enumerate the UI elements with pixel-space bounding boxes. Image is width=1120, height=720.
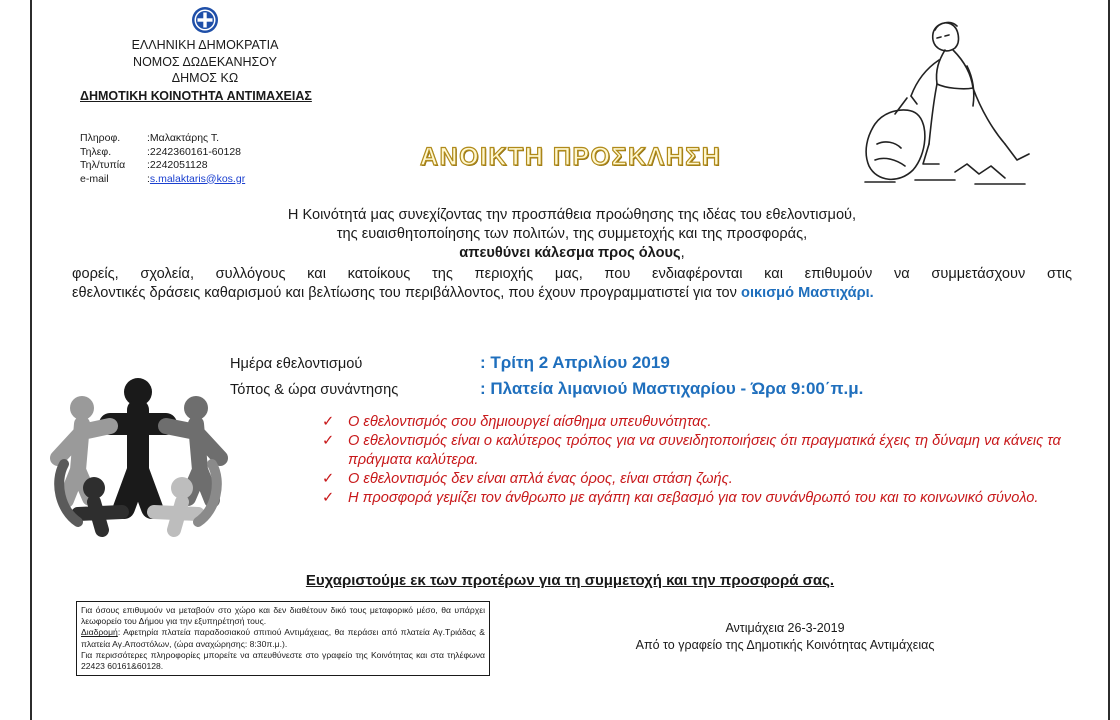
contact-row (80, 146, 245, 160)
call-comma: , (680, 245, 685, 261)
list-item (322, 413, 1062, 432)
header-prefecture: ΝΟΜΟΣ ΔΩΔΕΚΑΝΗΣΟΥ (133, 54, 277, 69)
contact-row (80, 173, 245, 187)
benefit-text: Ο εθελοντισμός σου δημιουργεί αίσθημα υπευθυνότητας. (348, 414, 712, 430)
note-route-text: : Αφετηρία πλατεία παραδοσιακού σπιτιού Αντιμάχειας, θα περάσει από πλατεία Αγ.Τριάδας & πλατεία Αγ.Αποστόλων, (ώρα αναχώρησης: 8:30π.μ.). (81, 627, 485, 649)
note-route-label: Διαδρομή (81, 627, 118, 638)
event-details (230, 353, 863, 405)
event-place-row (230, 379, 863, 405)
benefit-text: Ο εθελοντισμός δεν είναι απλά ένας όρος, είναι στάση ζωής. (348, 471, 733, 487)
signature-block (560, 620, 1010, 654)
paragraph-line-2-text: εθελοντικές δράσεις καθαρισμού και βελτίωσης του περιβάλλοντος, που έχουν προγραμματιστεί για τον (72, 285, 737, 301)
thank-you-line: Ευχαριστούμε εκ των προτέρων για τη συμμετοχή και την προσφορά σας. (305, 572, 835, 589)
intro-call (72, 244, 1072, 263)
contact-value (147, 173, 245, 187)
header-country: ΕΛΛΗΝΙΚΗ ΔΗΜΟΚΡΑΤΙΑ (131, 38, 279, 52)
email-prefix: : (147, 172, 150, 185)
intro-line-1: Η Κοινότητά μας συνεχίζοντας την προσπάθεια προώθησης της ιδέας του εθελοντισμού, (287, 207, 857, 223)
note-contact: Για περισσότερες πληροφορίες μπορείτε να απευθύνεστε στο γραφείο της Κοινότητας και στα τηλέφωνα 22423 60161&60128. (81, 649, 485, 672)
contact-details (80, 132, 245, 186)
list-item (322, 470, 1062, 489)
contact-label: Πληροφ. (80, 132, 121, 144)
paragraph-line-1: φορείς, σχολεία, συλλόγους και κατοίκους της περιοχής μας, που ενδιαφέρονται και επιθυμούν να συμμετάσχουν στις (72, 266, 1072, 282)
call-to-all: απευθύνει κάλεσμα προς όλους (459, 245, 681, 261)
contact-row (80, 159, 245, 173)
volunteer-cleaning-illustration (855, 14, 1035, 194)
note-transport: Για όσους επιθυμούν να μεταβούν στο χώρο και δεν διαθέτουν δικό τους μεταφορικό μέσο, θα υπάρχει λεωφορείο του Δήμου για την εξυπηρέτησή τους. (81, 605, 485, 627)
contact-label: Τηλ/τυπία (80, 159, 126, 171)
signature-office: Από το γραφείο της Δημοτικής Κοινότητας Αντιμάχειας (635, 638, 935, 652)
invitation-paragraph (72, 265, 1072, 303)
greek-emblem-icon (191, 6, 219, 34)
event-place-value: : Πλατεία λιμανιού Μαστιχαρίου - Ώρα 9:00΄π.μ. (480, 379, 864, 398)
letterhead (80, 6, 330, 104)
event-date-value: : Τρίτη 2 Απριλίου 2019 (480, 353, 670, 372)
intro-line-2: της ευαισθητοποίησης των πολιτών, της συμμετοχής και της προσφοράς, (336, 226, 808, 242)
header-unit: ΔΗΜΟΤΙΚΗ ΚΟΙΝΟΤΗΤΑ ΑΝΤΙΜΑΧΕΙΑΣ (80, 88, 312, 103)
page-border-right (1108, 0, 1110, 720)
contact-value: :Μαλακτάρης Τ. (147, 132, 219, 144)
list-item (322, 432, 1062, 470)
check-mark-icon: ✓ (322, 414, 335, 430)
invitation-text (72, 206, 1072, 303)
list-item (322, 489, 1062, 508)
event-date-label: Ημέρα εθελοντισμού (230, 356, 363, 372)
contact-label: Τηλεφ. (80, 145, 112, 158)
location-highlight: οικισμό Μαστιχάρι. (741, 285, 874, 301)
check-mark-icon: ✓ (322, 433, 335, 449)
benefits-list (322, 413, 1062, 508)
check-mark-icon: ✓ (322, 490, 335, 506)
email-link[interactable]: s.malaktaris@kos.gr (149, 172, 246, 185)
note-route (81, 627, 485, 649)
event-date-row (230, 353, 863, 379)
document-title: ΑΝΟΙΚΤΗ ΠΡΟΣΚΛΗΣΗ (420, 143, 722, 171)
check-mark-icon: ✓ (322, 471, 335, 487)
page-border-left (30, 0, 32, 720)
paragraph-line-2 (72, 284, 1072, 303)
benefit-text: Ο εθελοντισμός είναι ο καλύτερος τρόπος για να συνειδητοποιήσεις ότι πραγματικά έχεις τη δύναμη να κάνεις τα πράγματα καλύτερα. (348, 433, 1061, 468)
benefit-text: Η προσφορά γεμίζει τον άνθρωπο με αγάπη και σεβασμό για τον συνάνθρωπό του και το κοινωνικό σύνολο. (348, 490, 1039, 506)
header-municipality: ΔΗΜΟΣ ΚΩ (171, 71, 239, 85)
transport-note-box (76, 601, 490, 676)
contact-label: e-mail (80, 172, 109, 185)
contact-value: :2242051128 (147, 159, 208, 171)
signature-place-date: Αντιμάχεια 26-3-2019 (725, 621, 845, 635)
contact-value: :2242360161-60128 (147, 145, 242, 158)
event-place-label: Τόπος & ώρα συνάντησης (230, 382, 399, 398)
people-circle-illustration (48, 372, 228, 542)
contact-row (80, 132, 245, 146)
